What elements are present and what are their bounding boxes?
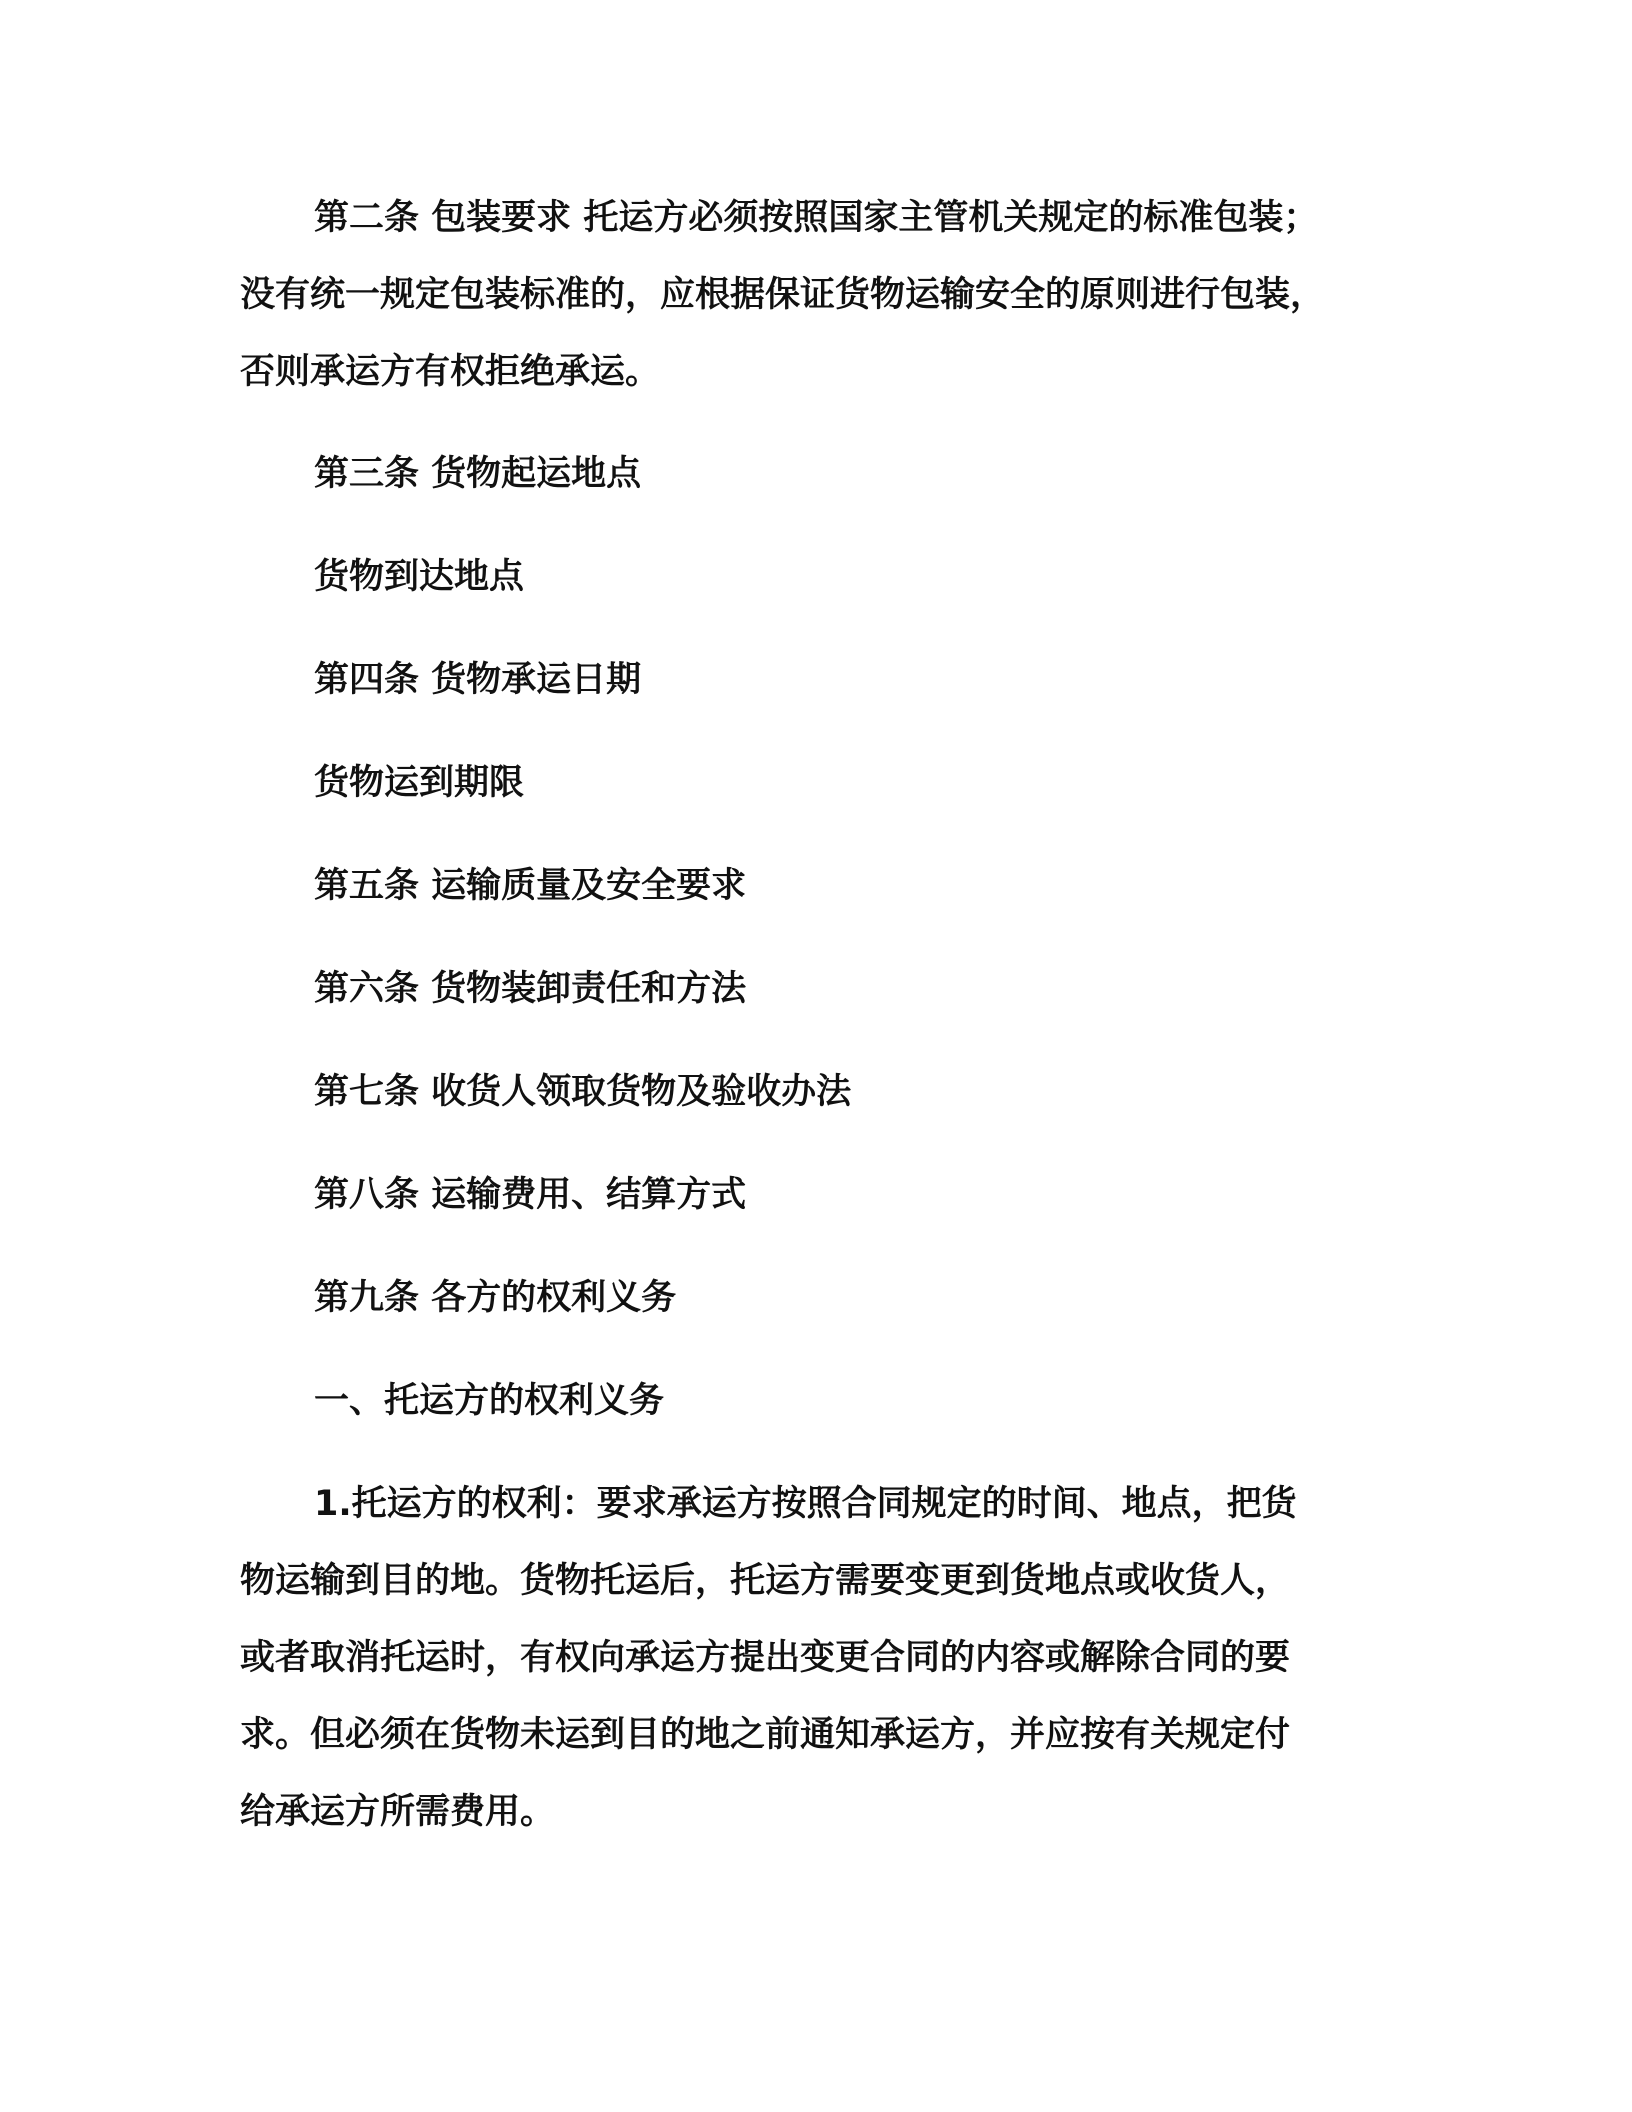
clause-1-line-2: 物运输到目的地。货物托运后，托运方需要变更到货地点或收货人， xyxy=(240,1561,1291,1601)
article-8-heading: 第八条 运输费用、结算方式 xyxy=(314,1175,747,1215)
article-4-heading: 第四条 货物承运日期 xyxy=(314,660,642,700)
article-3-heading: 第三条 货物起运地点 xyxy=(314,454,642,494)
clause-1-line-4: 求。但必须在货物未运到目的地之前通知承运方，并应按有关规定付 xyxy=(240,1715,1291,1755)
article-6-heading: 第六条 货物装卸责任和方法 xyxy=(314,969,747,1009)
clause-1-line-3: 或者取消托运时，有权向承运方提出变更合同的内容或解除合同的要 xyxy=(240,1638,1291,1678)
article-9-heading: 第九条 各方的权利义务 xyxy=(314,1278,677,1318)
article-7-heading: 第七条 收货人领取货物及验收办法 xyxy=(314,1072,852,1112)
article-2-line-2: 没有统一规定包装标准的，应根据保证货物运输安全的原则进行包装， xyxy=(240,275,1326,315)
article-2-line-1: 第二条 包装要求 托运方必须按照国家主管机关规定的标准包装； xyxy=(314,198,1319,238)
clause-1-line-1: 1.托运方的权利：要求承运方按照合同规定的时间、地点，把货 xyxy=(314,1484,1297,1524)
article-4-deadline: 货物运到期限 xyxy=(314,763,525,803)
clause-1-line-5: 给承运方所需费用。 xyxy=(240,1792,556,1832)
article-5-heading: 第五条 运输质量及安全要求 xyxy=(314,866,747,906)
article-2-line-3: 否则承运方有权拒绝承运。 xyxy=(240,352,661,392)
section-1-heading: 一、托运方的权利义务 xyxy=(314,1381,665,1421)
article-3-destination: 货物到达地点 xyxy=(314,557,525,597)
